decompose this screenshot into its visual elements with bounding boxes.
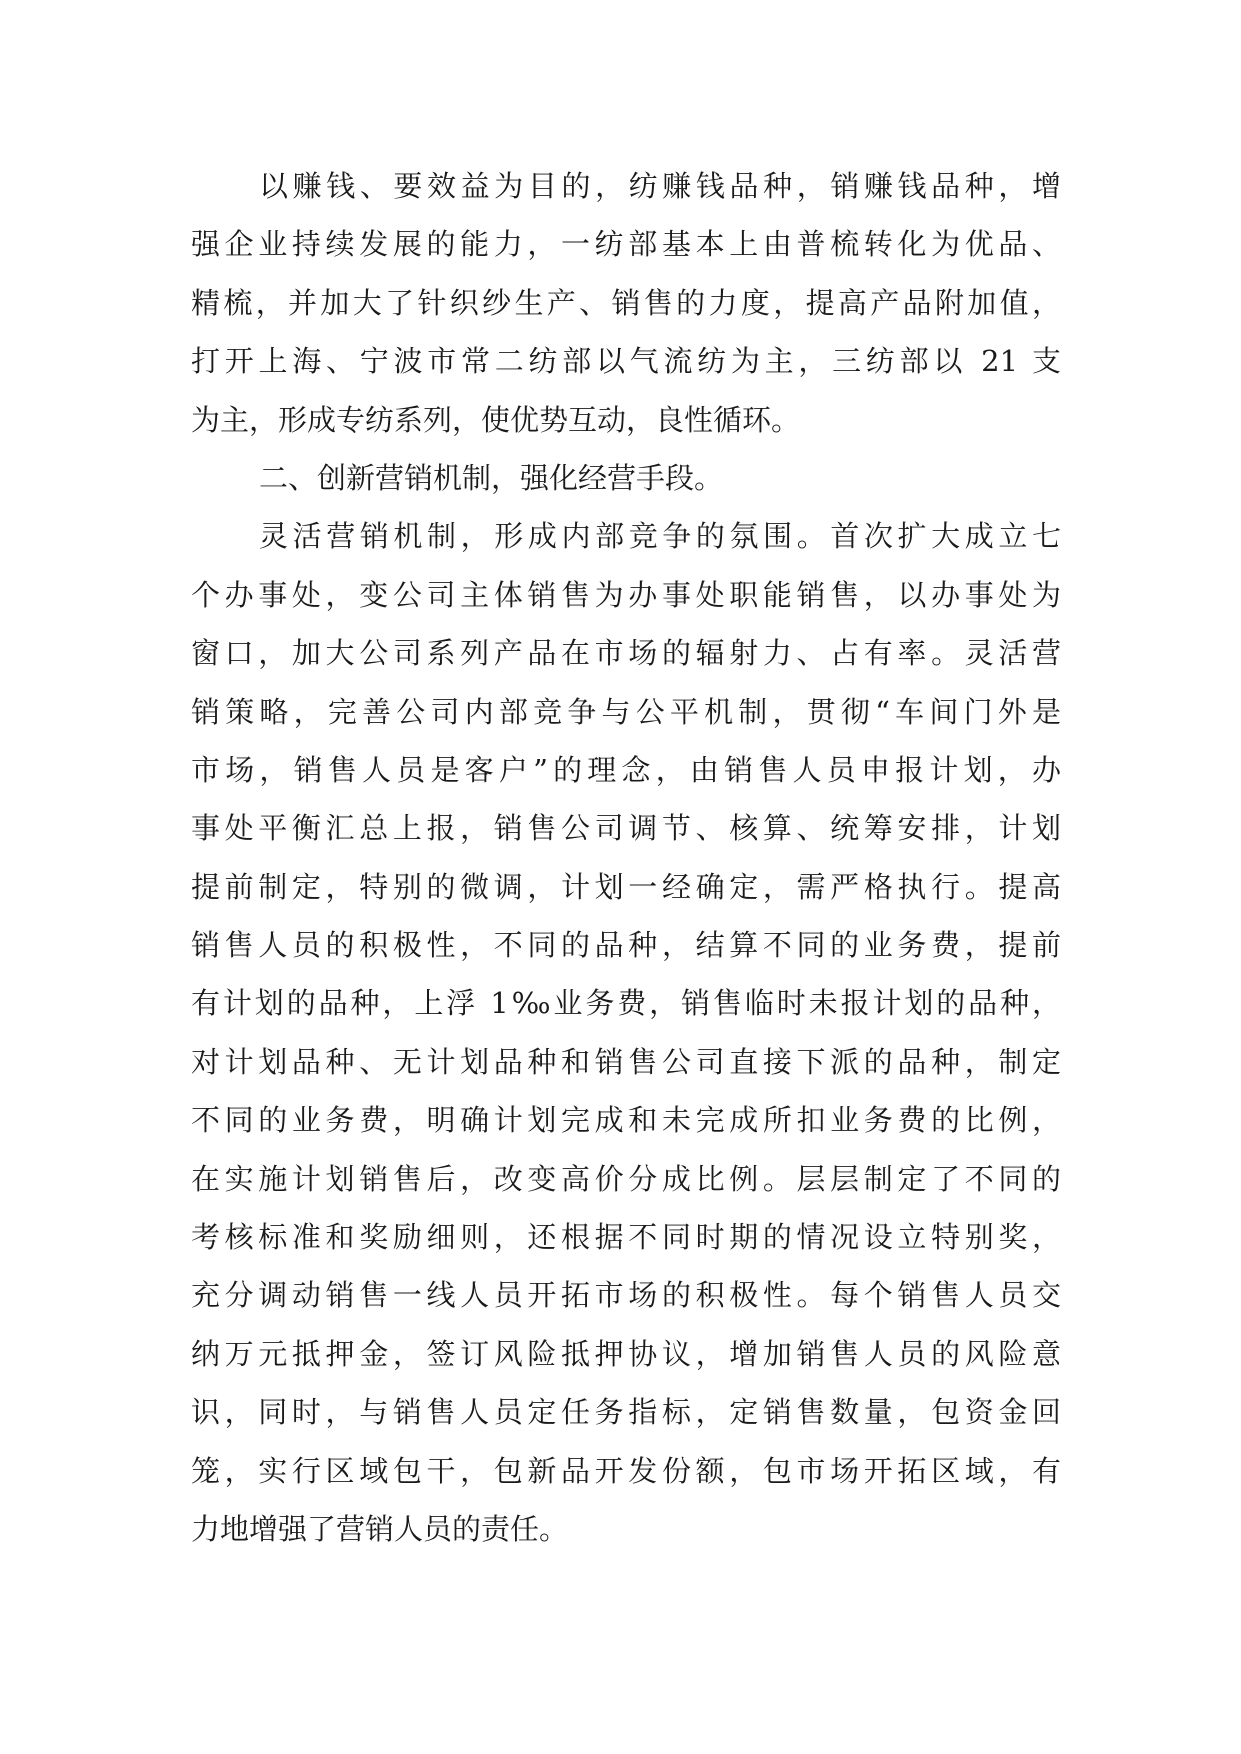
text-line: 事处平衡汇总上报，销售公司调节、核算、统筹安排，计划 [191, 811, 1061, 846]
text-line: 窗口，加大公司系列产品在市场的辐射力、占有率。灵活营 [191, 636, 1061, 671]
text-line: 灵活营销机制，形成内部竞争的氛围。首次扩大成立七 [259, 519, 1061, 554]
document-body [191, 157, 1061, 1558]
text-line: 力地增强了营销人员的责任。 [191, 1511, 569, 1546]
text-line: 精梳，并加大了针织纱生产、销售的力度，提高产品附加值， [191, 285, 1061, 320]
text-line: 充分调动销售一线人员开拓市场的积极性。每个销售人员交 [191, 1278, 1061, 1313]
text-line: 提前制定，特别的微调，计划一经确定，需严格执行。提高 [191, 869, 1061, 904]
text-line: 市场，销售人员是客户”的理念，由销售人员申报计划，办 [191, 752, 1061, 787]
text-line: 对计划品种、无计划品种和销售公司直接下派的品种，制定 [191, 1044, 1061, 1079]
text-line: 销策略，完善公司内部竞争与公平机制，贯彻“车间门外是 [191, 694, 1061, 729]
heading-line: 二、创新营销机制，强化经营手段。 [259, 460, 724, 495]
text-line: 强企业持续发展的能力，一纺部基本上由普梳转化为优品、 [191, 227, 1061, 262]
text-line: 以赚钱、要效益为目的，纺赚钱品种，销赚钱品种，增 [259, 169, 1061, 203]
text-line: 不同的业务费，明确计划完成和未完成所扣业务费的比例， [191, 1103, 1061, 1138]
paragraph [191, 507, 1061, 1558]
text-line: 个办事处，变公司主体销售为办事处职能销售，以办事处为 [191, 577, 1061, 612]
paragraph [191, 157, 1061, 449]
text-line: 纳万元抵押金，签订风险抵押协议，增加销售人员的风险意 [191, 1336, 1061, 1371]
text-line: 考核标准和奖励细则，还根据不同时期的情况设立特别奖， [191, 1220, 1061, 1255]
text-line: 有计划的品种，上浮 1‰业务费，销售临时未报计划的品种， [191, 986, 1061, 1021]
text-line: 识，同时，与销售人员定任务指标，定销售数量，包资金回 [191, 1395, 1061, 1430]
text-line: 为主，形成专纺系列，使优势互动，良性循环。 [191, 402, 801, 437]
text-line: 笼，实行区域包干，包新品开发份额，包市场开拓区域，有 [191, 1453, 1061, 1488]
text-line: 在实施计划销售后，改变高价分成比例。层层制定了不同的 [191, 1161, 1061, 1196]
section-heading [191, 449, 1061, 507]
text-line: 打开上海、宁波市常二纺部以气流纺为主，三纺部以 21 支 [191, 344, 1061, 379]
text-line: 销售人员的积极性，不同的品种，结算不同的业务费，提前 [191, 928, 1061, 963]
